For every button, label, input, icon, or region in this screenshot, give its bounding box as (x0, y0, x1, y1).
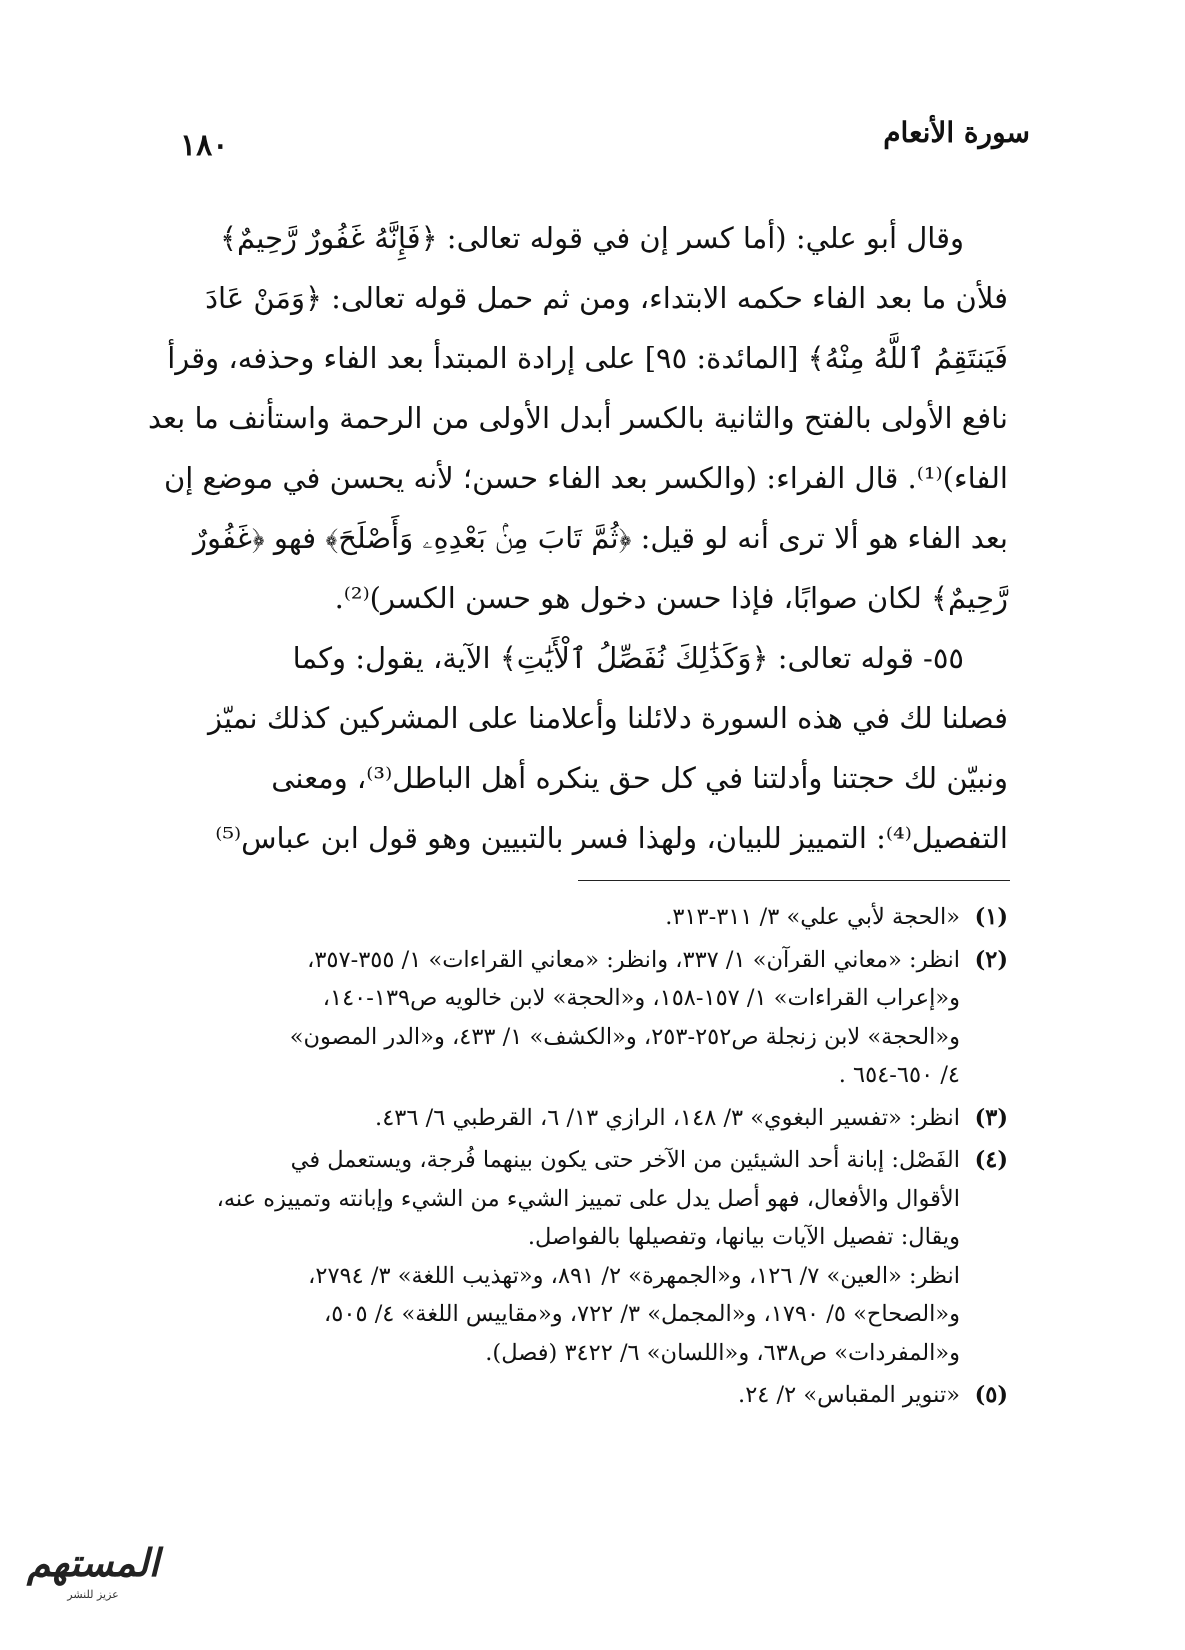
footnote-body (130, 1099, 960, 1138)
footnote-line: ويقال: تفصيل الآيات بيانها، وتفصيلها بالفواصل. (527, 1224, 960, 1250)
footnote-number: (٥) (974, 1382, 1008, 1408)
body-line: التفصيل⁽⁴⁾: التمييز للبيان، ولهذا فسر بالتبيين وهو قول ابن عباس⁽⁵⁾ (215, 821, 1008, 855)
body-line: فصلنا لك في هذه السورة دلائلنا وأعلامنا على المشركين كذلك نميّز (208, 701, 1008, 735)
footnote-line: «الحجة لأبي علي» ٣/ ٣١١-٣١٣. (665, 904, 960, 930)
footnote-body (130, 941, 960, 1095)
body-line: بعد الفاء هو ألا ترى أنه لو قيل: ﴿ثُمَّ تَابَ مِنۢ بَعْدِهِۦ وَأَصْلَحَ﴾ فهو ﴿غَفُورٌ (193, 521, 1008, 555)
page-number: ١٨٠ (180, 128, 229, 163)
footnote-number: (١) (974, 904, 1008, 930)
footnote-line: «تنوير المقباس» ٢/ ٢٤. (738, 1382, 960, 1408)
surah-title: سورة الأنعام (883, 116, 1030, 149)
logo-subtext: عزيز للنشر (67, 1588, 119, 1601)
footnote-line: انظر: «تفسير البغوي» ٣/ ١٤٨، الرازي ١٣/ ٦، القرطبي ٦/ ٤٣٦. (375, 1104, 960, 1131)
footnote-line: الأقوال والأفعال، فهو أصل يدل على تمييز الشيء من الشيء وإبانته وتمييزه عنه، (216, 1185, 960, 1212)
body-line: ٥٥- قوله تعالى: ﴿وَكَذَٰلِكَ نُفَصِّلُ ٱلْأَيَٰتِ﴾ الآية، يقول: وكما (292, 641, 964, 675)
footnote-number: (٤) (974, 1147, 1008, 1173)
publisher-logo (18, 1540, 168, 1630)
footnote-body (130, 1376, 960, 1415)
footnote-line: انظر: «معاني القرآن» ١/ ٣٣٧، وانظر: «معاني القراءات» ١/ ٣٥٥-٣٥٧، (307, 946, 960, 973)
main-text (130, 208, 1008, 868)
footnote-number: (٣) (974, 1104, 1008, 1131)
footnote-line: و«الصحاح» ٥/ ١٧٩٠، و«المجمل» ٣/ ٧٢٢، و«مقاييس اللغة» ٤/ ٥٠٥، (324, 1301, 960, 1327)
footnote-line: الفَصْل: إبانة أحد الشيئين من الآخر حتى يكون بينهما فُرجة، ويستعمل في (290, 1147, 960, 1173)
footnote-body (130, 1141, 960, 1372)
page-header (170, 108, 1030, 168)
footnote-5 (130, 1376, 1008, 1415)
logo-calligraphy: المستهم (26, 1540, 160, 1585)
body-line: فَيَنتَقِمُ ٱللَّهُ مِنْهُ﴾ [المائدة: ٩٥] على إرادة المبتدأ بعد الفاء وحذفه، وقرأ (167, 341, 1008, 375)
footnote-line: و«الحجة» لابن زنجلة ص٢٥٢-٢٥٣، و«الكشف» ١/ ٤٣٣، و«الدر المصون» (289, 1023, 960, 1050)
footnote-2 (130, 941, 1008, 1095)
footnote-body (130, 898, 960, 937)
footnote-line: و«المفردات» ص٦٣٨، و«اللسان» ٦/ ٣٤٢٢ (فصل). (485, 1339, 960, 1366)
footnote-number: (٢) (974, 946, 1008, 973)
footnote-3 (130, 1099, 1008, 1138)
body-line: ونبيّن لك حجتنا وأدلتنا في كل حق ينكره أهل الباطل⁽³⁾، ومعنى (271, 761, 1008, 795)
footnotes (130, 898, 1008, 1415)
footnote-line: انظر: «العين» ٧/ ١٢٦، و«الجمهرة» ٢/ ٨٩١، و«تهذيب اللغة» ٣/ ٢٧٩٤، (308, 1262, 960, 1289)
body-line: رَّحِيمٌ﴾ لكان صوابًا، فإذا حسن دخول هو حسن الكسر)⁽²⁾. (334, 581, 1008, 615)
body-line: الفاء)⁽¹⁾. قال الفراء: (والكسر بعد الفاء حسن؛ لأنه يحسن في موضع إن (163, 461, 1008, 495)
footnote-4 (130, 1141, 1008, 1372)
footnote-separator (578, 880, 1010, 881)
body-line: نافع الأولى بالفتح والثانية بالكسر أبدل الأولى من الرحمة واستأنف ما بعد (147, 401, 1008, 435)
footnote-line: و«إعراب القراءات» ١/ ١٥٧-١٥٨، و«الحجة» لابن خالويه ص١٣٩-١٤٠، (322, 985, 960, 1011)
body-line: وقال أبو علي: (أما كسر إن في قوله تعالى: ﴿فَإِنَّهُ غَفُورٌ رَّحِيمٌ﴾ (220, 221, 964, 255)
footnote-line: ٤/ ٦٥٠-٦٥٤ . (838, 1062, 960, 1088)
body-line: فلأن ما بعد الفاء حكمه الابتداء، ومن ثم حمل قوله تعالى: ﴿وَمَنْ عَادَ (205, 281, 1008, 315)
footnote-1 (130, 898, 1008, 937)
